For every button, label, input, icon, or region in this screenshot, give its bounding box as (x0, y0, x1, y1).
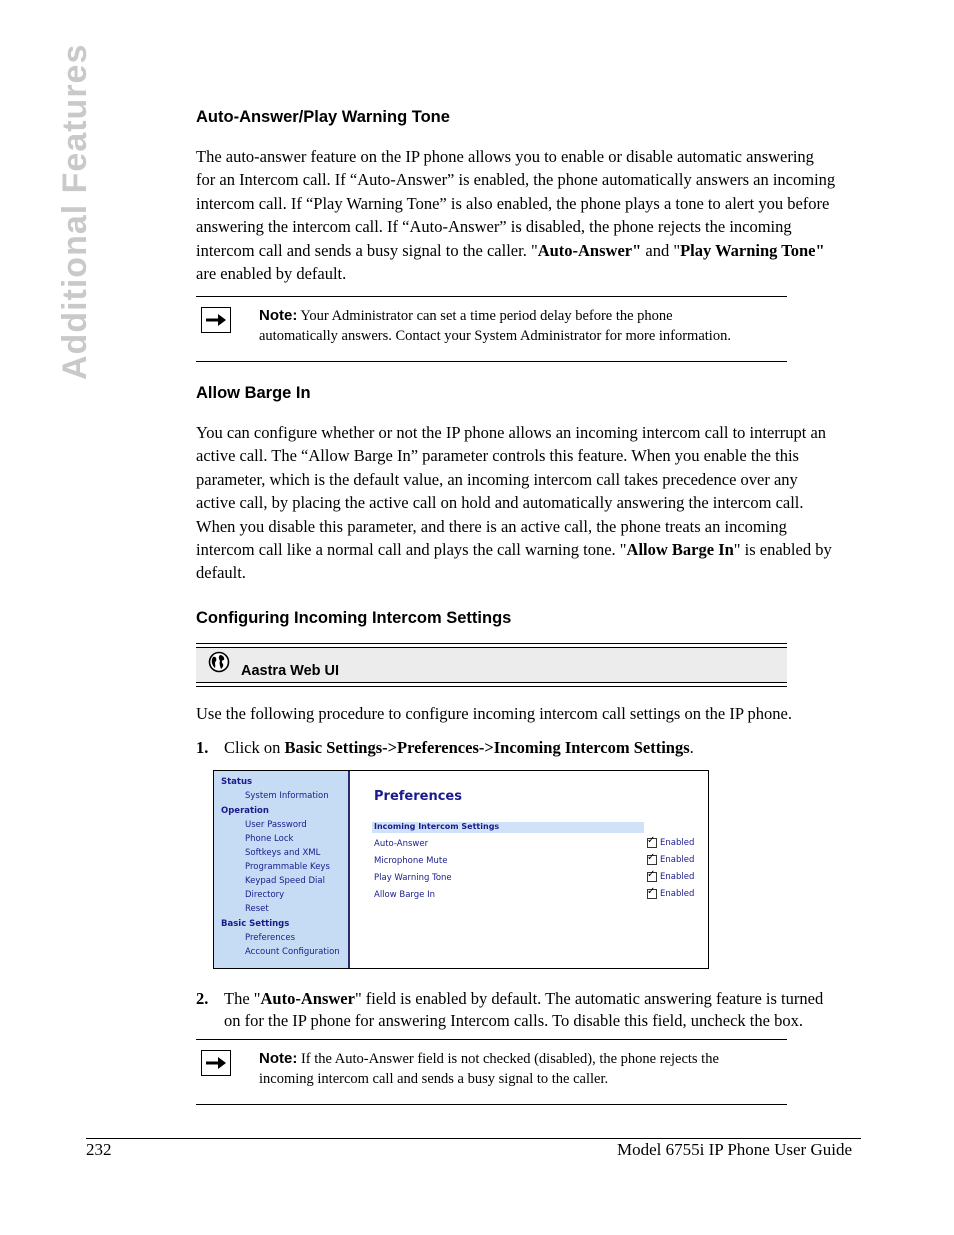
nav-operation[interactable]: Operation (221, 806, 269, 816)
web-ui-banner (196, 643, 787, 687)
preferences-title: Preferences (374, 789, 462, 804)
note-text: Note: If the Auto-Answer field is not checked (disabled), the phone rejects the incoming intercom call and sends a busy signal to the caller. (259, 1050, 719, 1087)
heading-allow-barge-in: Allow Barge In (196, 384, 311, 402)
para-line: are enabled by default. (196, 264, 347, 284)
footer-divider (86, 1138, 861, 1139)
nav-directory[interactable]: Directory (245, 890, 285, 900)
para-line: When you disable this parameter, and there is an active call, the phone treats an incoming (196, 516, 787, 536)
nav-softkeys-xml[interactable]: Softkeys and XML (245, 848, 321, 858)
para-line: default. (196, 563, 246, 583)
globe-icon (208, 651, 230, 678)
note-box (196, 1039, 787, 1105)
heading-configuring: Configuring Incoming Intercom Settings (196, 609, 512, 627)
note-text: Note: Your Administrator can set a time period delay before the phone automatically answers. Contact your System Administrator for more information. (259, 307, 731, 344)
intercom-settings-header: Incoming Intercom Settings (372, 822, 644, 833)
side-tab-label: Additional Features (56, 43, 94, 380)
guide-title: Model 6755i IP Phone User Guide (617, 1140, 852, 1159)
arrow-right-icon (201, 307, 231, 333)
barge-in-paragraph (196, 421, 856, 585)
nav-user-password[interactable]: User Password (245, 820, 307, 830)
para-line: intercom call like a normal call and plays the call warning tone. "Allow Barge In" is enabled by (196, 540, 832, 560)
nav-basic-settings[interactable]: Basic Settings (221, 919, 290, 929)
procedure-intro: Use the following procedure to configure incoming intercom call settings on the IP phone. (196, 704, 792, 723)
para-line: answering the intercom call. If “Auto-Answer” is disabled, the phone rejects the incoming (196, 217, 792, 237)
play-warning-tone-checkbox[interactable]: ✓ Enabled (647, 872, 694, 883)
nav-status[interactable]: Status (221, 777, 253, 787)
para-line: parameter, which is the default value, an incoming intercom call takes precedence over any (196, 469, 798, 489)
step-number: 2. (196, 989, 209, 1008)
nav-phone-lock[interactable]: Phone Lock (245, 834, 294, 844)
para-line: intercom call and sends a busy signal to the caller. "Auto-Answer" and "Play Warning Tone" (196, 240, 825, 260)
setting-row-microphone-mute: Microphone Mute ✓ Enabled (374, 856, 704, 866)
arrow-right-icon (201, 1050, 231, 1076)
nav-keypad-speed-dial[interactable]: Keypad Speed Dial (245, 876, 325, 886)
auto-answer-checkbox[interactable]: ✓ Enabled (647, 838, 694, 849)
setting-row-auto-answer: Auto-Answer ✓ Enabled (374, 839, 704, 849)
nav-preferences[interactable]: Preferences (245, 933, 295, 943)
para-line: intercom call. If “Play Warning Tone” is also enabled, the phone plays a tone to alert you before (196, 193, 830, 213)
setting-row-allow-barge-in: Allow Barge In ✓ Enabled (374, 890, 704, 900)
note-box (196, 296, 787, 362)
para-line: The auto-answer feature on the IP phone allows you to enable or disable automatic answering (196, 147, 814, 166)
nav-programmable-keys[interactable]: Programmable Keys (245, 862, 330, 872)
step-number: 1. (196, 738, 209, 757)
auto-answer-paragraph (196, 145, 856, 285)
allow-barge-in-checkbox[interactable]: ✓ Enabled (647, 889, 694, 900)
web-ui-label: Aastra Web UI (241, 663, 340, 679)
nav-account-configuration[interactable]: Account Configuration (245, 947, 340, 957)
para-line: for an Intercom call. If “Auto-Answer” is enabled, the phone automatically answers an incoming (196, 170, 836, 190)
web-ui-nav (214, 771, 350, 968)
para-line: You can configure whether or not the IP phone allows an incoming intercom call to interrupt an (196, 423, 827, 442)
side-tab (0, 43, 94, 460)
nav-system-information[interactable]: System Information (245, 791, 329, 801)
para-line: active call, by placing the active call on hold and automatically answering the intercom call. (196, 493, 804, 513)
step-1: 1. Click on Basic Settings->Preferences->Incoming Intercom Settings. (196, 738, 694, 757)
nav-reset[interactable]: Reset (245, 904, 269, 914)
microphone-mute-checkbox[interactable]: ✓ Enabled (647, 855, 694, 866)
step-2: 2. The "Auto-Answer" field is enabled by default. The automatic answering feature is turned on for the IP phone for answering Intercom calls. To disable this field, uncheck the box. (196, 989, 824, 1030)
setting-row-play-warning-tone: Play Warning Tone ✓ Enabled (374, 873, 704, 883)
web-ui-screenshot (213, 770, 709, 969)
para-line: active call. The “Allow Barge In” parameter controls this feature. When you enable the this (196, 446, 799, 466)
page-number: 232 (86, 1140, 112, 1159)
heading-auto-answer: Auto-Answer/Play Warning Tone (196, 108, 450, 126)
